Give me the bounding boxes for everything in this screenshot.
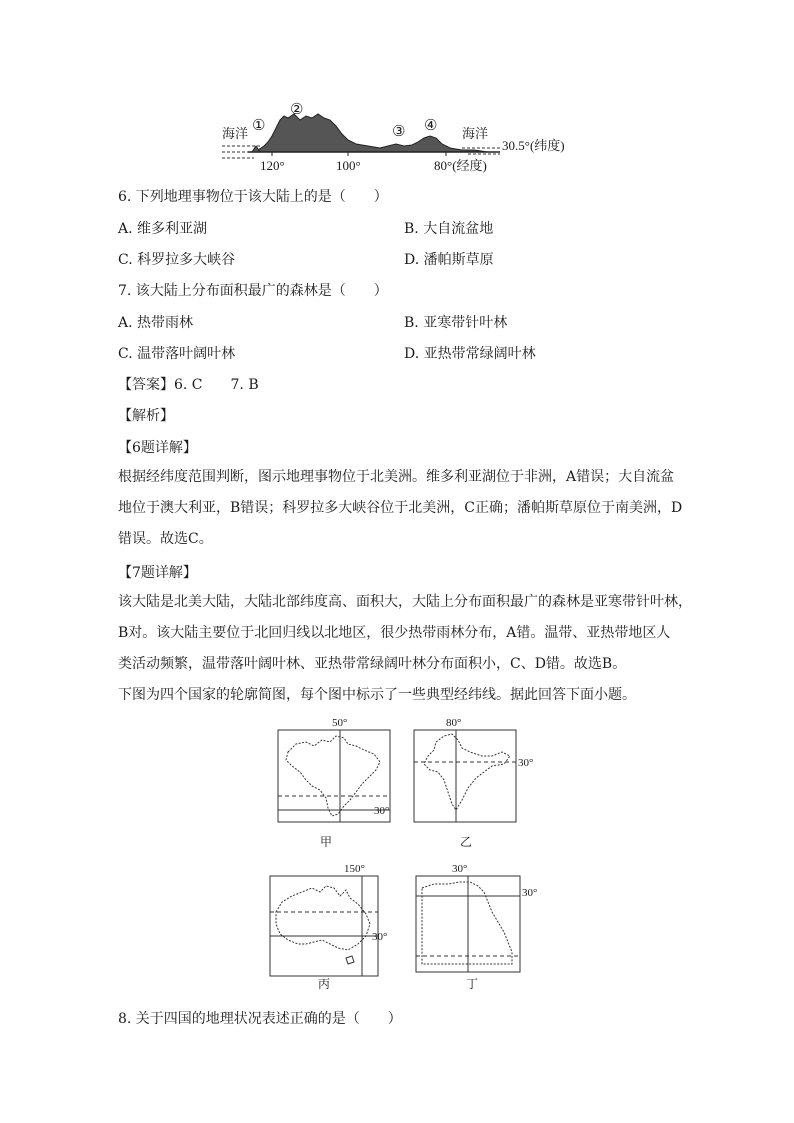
map-ding [408, 858, 548, 992]
q6-detail-line-1: 根据经纬度范围判断，图示地理事物位于北美洲。维多利亚湖位于非洲，A错误；大自流盆 [118, 469, 675, 485]
map-jia [270, 712, 402, 852]
q7-option-a: A. 热带雨林 [118, 315, 194, 331]
terrain-profile-figure [218, 98, 578, 180]
map-jia-lat-label: 30° [374, 805, 390, 817]
ocean-label-left: 海洋 [222, 126, 249, 141]
lat-label: 30.5°(纬度) [502, 138, 565, 153]
map-jia-lon-label: 50° [332, 717, 348, 729]
q7-detail-line-1: 该大陆是北美大陆，大陆北部纬度高、面积大，大陆上分布面积最广的森林是亚寒带针叶林， [118, 594, 692, 610]
q7-detail-label: 【7题详解】 [118, 565, 197, 581]
map-yi-outline [424, 734, 510, 810]
analysis-label: 【解析】 [118, 408, 174, 424]
question-6-stem: 6. 下列地理事物位于该大陆上的是（ ） [118, 189, 388, 205]
maps-intro-line: 下图为四个国家的轮廓简图，每个图中标示了一些典型经纬线。据此回答下面小题。 [118, 687, 636, 703]
lon-tick-100: 100° [336, 158, 361, 173]
q7-detail-line-2: B对。该大陆主要位于北回归线以北地区，很少热带雨林分布，A错。温带、亚热带地区人 [118, 625, 671, 641]
map-bing-caption: 丙 [318, 977, 331, 991]
q6-option-d: D. 潘帕斯草原 [404, 252, 494, 268]
terrain-silhouette [258, 114, 488, 152]
map-ding-lon-label: 30° [452, 863, 468, 875]
map-yi-lon-label: 80° [446, 717, 462, 729]
q6-option-b: B. 大自流盆地 [404, 221, 494, 237]
marker-3: ③ [392, 124, 406, 140]
marker-1: ① [252, 118, 266, 134]
q6-option-c: C. 科罗拉多大峡谷 [118, 252, 236, 268]
map-ding-lat-label: 30° [522, 887, 538, 899]
marker-4: ④ [424, 118, 438, 134]
map-yi-caption: 乙 [460, 835, 473, 849]
lon-tick-120: 120° [260, 158, 285, 173]
map-bing-lon-label: 150° [344, 863, 365, 875]
q7-option-b: B. 亚寒带针叶林 [404, 315, 508, 331]
map-jia-outline [286, 736, 380, 816]
question-8-stem: 8. 关于四国的地理状况表述正确的是（ ） [118, 1011, 402, 1027]
question-7-stem: 7. 该大陆上分布面积最广的森林是（ ） [118, 283, 388, 299]
q7-option-c: C. 温带落叶阔叶林 [118, 346, 236, 362]
q6-detail-line-2: 地位于澳大利亚，B错误；科罗拉多大峡谷位于北美洲，C正确；潘帕斯草原位于南美洲，D [118, 500, 683, 516]
q7-detail-line-3: 类活动频繁，温带落叶阔叶林、亚热带常绿阔叶林分布面积小，C、D错。故选B。 [118, 656, 627, 672]
answer-label: 【答案】6. C 7. B [118, 377, 259, 393]
map-bing-outline [276, 886, 370, 950]
marker-2: ② [290, 102, 304, 118]
lon-tick-80: 80°(经度) [434, 158, 487, 173]
q7-option-d: D. 亚热带常绿阔叶林 [404, 346, 536, 362]
ocean-label-right: 海洋 [462, 126, 489, 141]
q6-detail-line-3: 错误。故选C。 [118, 531, 213, 547]
map-ding-outline [422, 882, 512, 964]
map-bing [262, 858, 402, 992]
map-jia-caption: 甲 [320, 835, 333, 849]
q6-detail-label: 【6题详解】 [118, 440, 197, 456]
map-bing-lat-label: 30° [372, 931, 388, 943]
map-yi-lat-label: 30° [518, 757, 534, 769]
map-yi [406, 712, 546, 852]
q6-option-a: A. 维多利亚湖 [118, 221, 208, 237]
map-ding-caption: 丁 [466, 977, 479, 991]
